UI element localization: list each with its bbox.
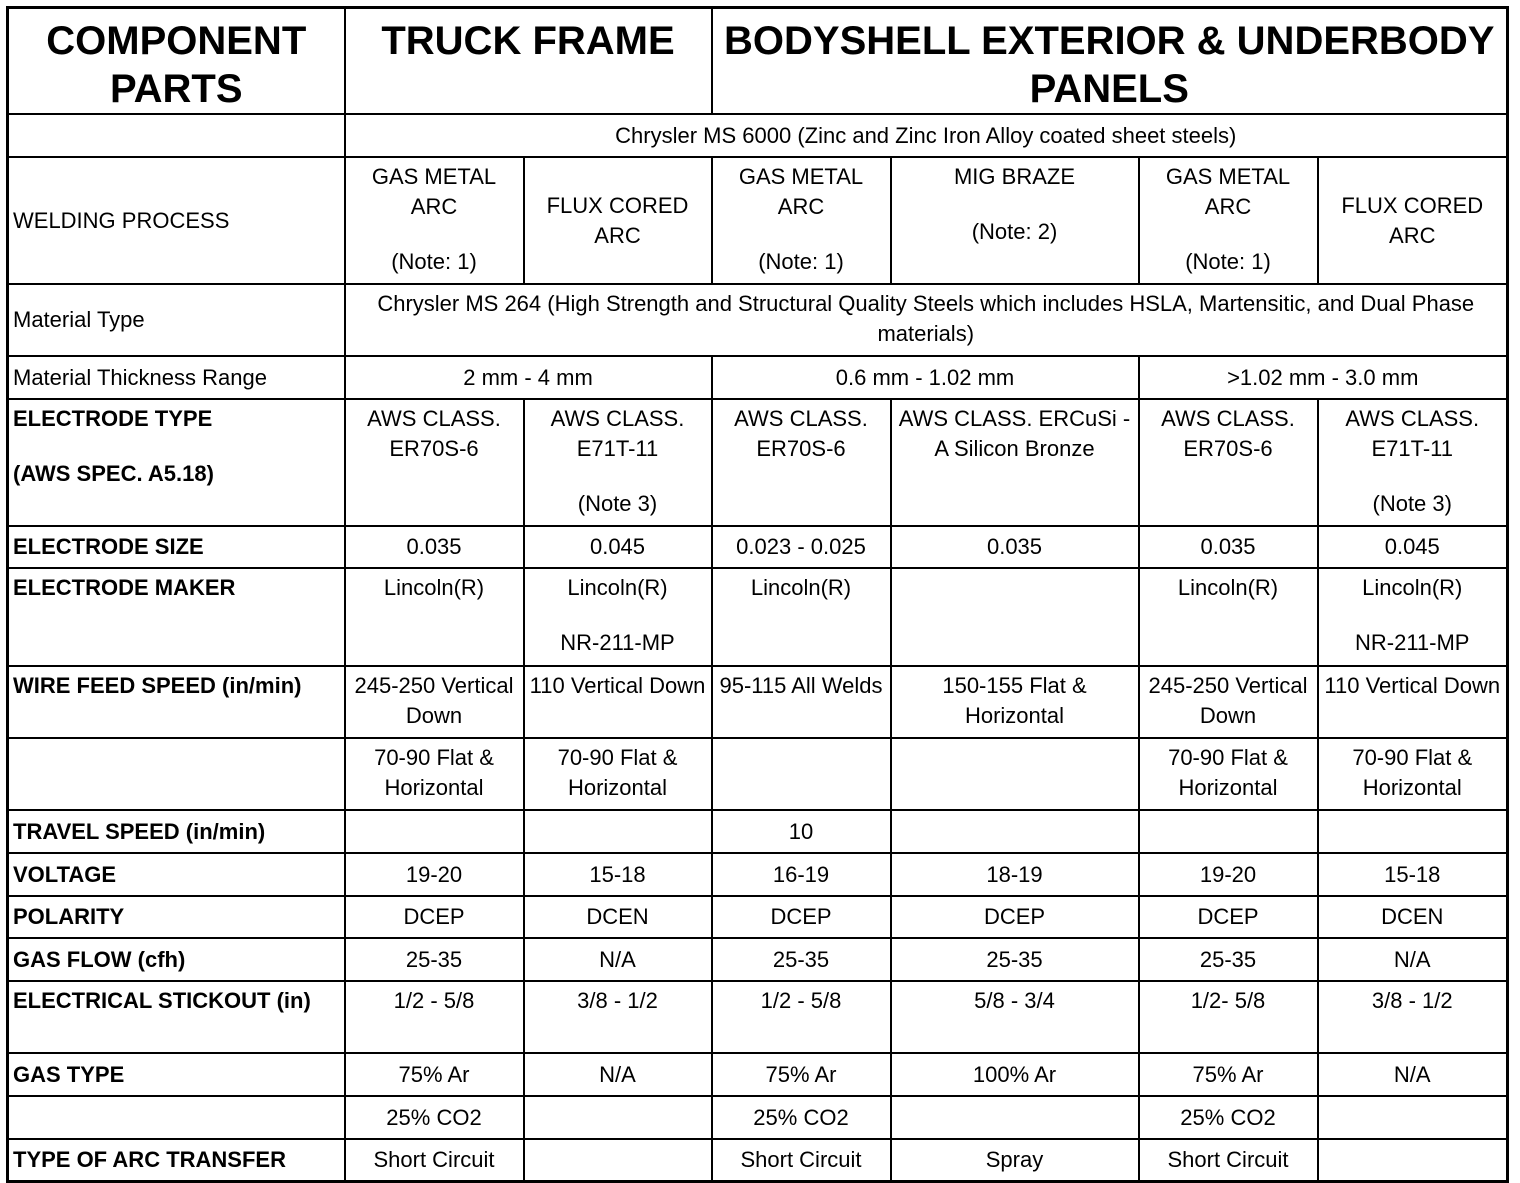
gas-type-value — [1318, 1096, 1508, 1139]
wire-feed-label: WIRE FEED SPEED (in/min) — [8, 666, 345, 738]
electrode-type-value: AWS CLASS. E71T-11 — [1345, 406, 1480, 461]
material-type-row — [8, 284, 1508, 356]
process-cell — [891, 157, 1139, 284]
voltage-value: 19-20 — [345, 853, 524, 896]
polarity-value: DCEP — [345, 896, 524, 938]
travel-speed-value — [345, 810, 524, 853]
gas-flow-value: N/A — [524, 938, 712, 981]
electrode-type-label: ELECTRODE TYPE — [13, 406, 213, 431]
process-cell — [712, 157, 891, 284]
arc-transfer-value: Spray — [891, 1139, 1139, 1181]
polarity-value: DCEP — [712, 896, 891, 938]
travel-speed-value — [1139, 810, 1318, 853]
electrode-maker-cell — [524, 568, 712, 666]
process-cell — [524, 157, 712, 284]
electrode-type-note: (Note 3) — [1372, 491, 1452, 516]
gas-flow-value: 25-35 — [891, 938, 1139, 981]
stickout-value: 5/8 - 3/4 — [891, 981, 1139, 1053]
wire-feed-value: 110 Vertical Down — [524, 666, 712, 738]
electrode-size-value: 0.045 — [1318, 526, 1508, 568]
gas-type-value: 75% Ar — [345, 1053, 524, 1096]
wire-feed-value: 245-250 Vertical Down — [1139, 666, 1318, 738]
arc-transfer-value — [1318, 1139, 1508, 1181]
electrode-size-value: 0.035 — [891, 526, 1139, 568]
voltage-value: 18-19 — [891, 853, 1139, 896]
electrode-maker-cell — [1139, 568, 1318, 666]
voltage-label: VOLTAGE — [8, 853, 345, 896]
thickness-row — [8, 356, 1508, 399]
gas-type-value: 100% Ar — [891, 1053, 1139, 1096]
gas-flow-value: 25-35 — [1139, 938, 1318, 981]
gas-flow-value: 25-35 — [712, 938, 891, 981]
electrode-size-row — [8, 526, 1508, 568]
stickout-value: 3/8 - 1/2 — [1318, 981, 1508, 1053]
arc-transfer-label: TYPE OF ARC TRANSFER — [8, 1139, 345, 1181]
arc-transfer-value: Short Circuit — [345, 1139, 524, 1181]
electrode-type-cell — [524, 399, 712, 526]
process-cell — [345, 157, 524, 284]
voltage-row — [8, 853, 1508, 896]
electrode-maker-name: Lincoln(R) — [383, 575, 485, 600]
wire-feed-value: 70-90 Flat & Horizontal — [1139, 738, 1318, 810]
electrode-maker-cell — [712, 568, 891, 666]
arc-transfer-value: Short Circuit — [712, 1139, 891, 1181]
gas-type-value: 25% CO2 — [345, 1096, 524, 1139]
gas-type-value — [524, 1096, 712, 1139]
travel-speed-value: 10 — [712, 810, 891, 853]
gas-flow-value: N/A — [1318, 938, 1508, 981]
material-type-label: Material Type — [8, 284, 345, 356]
travel-speed-value — [891, 810, 1139, 853]
electrode-type-value: AWS CLASS. ER70S-6 — [734, 406, 868, 461]
welding-spec-table — [6, 6, 1509, 1183]
electrode-size-value: 0.023 - 0.025 — [712, 526, 891, 568]
voltage-value: 15-18 — [524, 853, 712, 896]
electrode-maker-name: Lincoln(R) — [1362, 575, 1463, 600]
gas-type-value — [891, 1096, 1139, 1139]
electrode-type-cell — [1139, 399, 1318, 526]
thickness-label: Material Thickness Range — [8, 356, 345, 399]
electrode-type-value: AWS CLASS. ERCuSi - A Silicon Bronze — [898, 406, 1131, 461]
electrode-maker-name: Lincoln(R) — [1177, 575, 1279, 600]
arc-transfer-value — [524, 1139, 712, 1181]
welding-process-label: WELDING PROCESS — [8, 157, 345, 284]
electrode-type-cell — [345, 399, 524, 526]
arc-transfer-row — [8, 1139, 1508, 1181]
polarity-value: DCEP — [891, 896, 1139, 938]
process-note: (Note: 1) — [391, 249, 477, 274]
electrode-maker-cell — [345, 568, 524, 666]
wire-feed-value: 150-155 Flat & Horizontal — [891, 666, 1139, 738]
stickout-value: 1/2- 5/8 — [1139, 981, 1318, 1053]
electrode-type-value: AWS CLASS. ER70S-6 — [1161, 406, 1295, 461]
electrode-maker-name: Lincoln(R) — [567, 575, 668, 600]
header-truck-frame: TRUCK FRAME — [345, 8, 712, 115]
process-cell — [1318, 157, 1508, 284]
process-name: FLUX CORED ARC — [1341, 192, 1484, 248]
wire-feed-value — [712, 738, 891, 810]
polarity-value: DCEN — [524, 896, 712, 938]
wire-feed-value: 70-90 Flat & Horizontal — [524, 738, 712, 810]
stickout-value: 3/8 - 1/2 — [524, 981, 712, 1053]
electrode-type-value: AWS CLASS. ER70S-6 — [367, 406, 501, 461]
stickout-value: 1/2 - 5/8 — [712, 981, 891, 1053]
header-component-parts: COMPONENT PARTS — [8, 8, 345, 115]
process-name: GAS METAL ARC — [371, 164, 497, 219]
electrode-type-note: (Note 3) — [577, 491, 658, 516]
gas-flow-value: 25-35 — [345, 938, 524, 981]
electrode-type-cell — [712, 399, 891, 526]
gas-type-label: GAS TYPE — [8, 1053, 345, 1096]
gas-type-value: N/A — [1318, 1053, 1508, 1096]
arc-transfer-value: Short Circuit — [1139, 1139, 1318, 1181]
wire-feed-row — [8, 666, 1508, 738]
travel-speed-value — [1318, 810, 1508, 853]
gas-type-value: 25% CO2 — [712, 1096, 891, 1139]
stickout-row — [8, 981, 1508, 1053]
polarity-value: DCEN — [1318, 896, 1508, 938]
gas-type-value: 25% CO2 — [1139, 1096, 1318, 1139]
travel-speed-label: TRAVEL SPEED (in/min) — [8, 810, 345, 853]
standard-value: Chrysler MS 6000 (Zinc and Zinc Iron Alloy coated sheet steels) — [345, 114, 1508, 157]
electrode-size-value: 0.045 — [524, 526, 712, 568]
gas-type-value: 75% Ar — [712, 1053, 891, 1096]
stickout-label: ELECTRICAL STICKOUT (in) — [8, 981, 345, 1053]
standard-row — [8, 114, 1508, 157]
electrode-size-label: ELECTRODE SIZE — [8, 526, 345, 568]
electrode-maker-cell — [891, 568, 1139, 666]
header-row — [8, 8, 1508, 115]
standard-label-empty — [8, 114, 345, 157]
travel-speed-value — [524, 810, 712, 853]
polarity-value: DCEP — [1139, 896, 1318, 938]
wire-feed-label-empty — [8, 738, 345, 810]
stickout-value: 1/2 - 5/8 — [345, 981, 524, 1053]
electrode-maker-cell — [1318, 568, 1508, 666]
process-note: (Note: 1) — [758, 249, 844, 274]
gas-type-value: 75% Ar — [1139, 1053, 1318, 1096]
travel-speed-row — [8, 810, 1508, 853]
electrode-size-value: 0.035 — [345, 526, 524, 568]
voltage-value: 16-19 — [712, 853, 891, 896]
wire-feed-value: 245-250 Vertical Down — [345, 666, 524, 738]
polarity-row — [8, 896, 1508, 938]
electrode-maker-product: NR-211-MP — [560, 630, 675, 655]
gas-flow-label: GAS FLOW (cfh) — [8, 938, 345, 981]
wire-feed-value — [891, 738, 1139, 810]
process-name: FLUX CORED ARC — [546, 192, 689, 248]
wire-feed-row-2 — [8, 738, 1508, 810]
process-name: MIG BRAZE — [953, 164, 1075, 189]
gas-type-row — [8, 1053, 1508, 1096]
thickness-thin: 0.6 mm - 1.02 mm — [712, 356, 1139, 399]
gas-type-row-2 — [8, 1096, 1508, 1139]
gas-type-value: N/A — [524, 1053, 712, 1096]
process-note: (Note: 1) — [1185, 249, 1271, 274]
wire-feed-value: 70-90 Flat & Horizontal — [345, 738, 524, 810]
electrode-type-value: AWS CLASS. E71T-11 — [550, 406, 685, 461]
material-type-value: Chrysler MS 264 (High Strength and Structural Quality Steels which includes HSLA, Martensitic, and Dual Phase materials) — [345, 284, 1508, 356]
voltage-value: 15-18 — [1318, 853, 1508, 896]
thickness-truck: 2 mm - 4 mm — [345, 356, 712, 399]
welding-process-row — [8, 157, 1508, 284]
process-cell — [1139, 157, 1318, 284]
electrode-type-spec: (AWS SPEC. A5.18) — [13, 461, 214, 486]
wire-feed-value: 70-90 Flat & Horizontal — [1318, 738, 1508, 810]
process-name: GAS METAL ARC — [1165, 164, 1291, 219]
electrode-type-cell — [891, 399, 1139, 526]
wire-feed-value: 110 Vertical Down — [1318, 666, 1508, 738]
voltage-value: 19-20 — [1139, 853, 1318, 896]
wire-feed-value: 95-115 All Welds — [712, 666, 891, 738]
gas-type-label-empty — [8, 1096, 345, 1139]
thickness-thick: >1.02 mm - 3.0 mm — [1139, 356, 1508, 399]
gas-flow-row — [8, 938, 1508, 981]
electrode-maker-name: Lincoln(R) — [750, 575, 852, 600]
process-note: (Note: 2) — [971, 219, 1058, 244]
electrode-maker-label: ELECTRODE MAKER — [8, 568, 345, 666]
header-bodyshell: BODYSHELL EXTERIOR & UNDERBODY PANELS — [712, 8, 1508, 115]
electrode-type-cell — [1318, 399, 1508, 526]
electrode-maker-product: NR-211-MP — [1354, 630, 1470, 655]
polarity-label: POLARITY — [8, 896, 345, 938]
electrode-size-value: 0.035 — [1139, 526, 1318, 568]
electrode-type-row — [8, 399, 1508, 526]
electrode-type-label-cell — [8, 399, 345, 526]
process-name: GAS METAL ARC — [738, 164, 864, 219]
electrode-maker-row — [8, 568, 1508, 666]
